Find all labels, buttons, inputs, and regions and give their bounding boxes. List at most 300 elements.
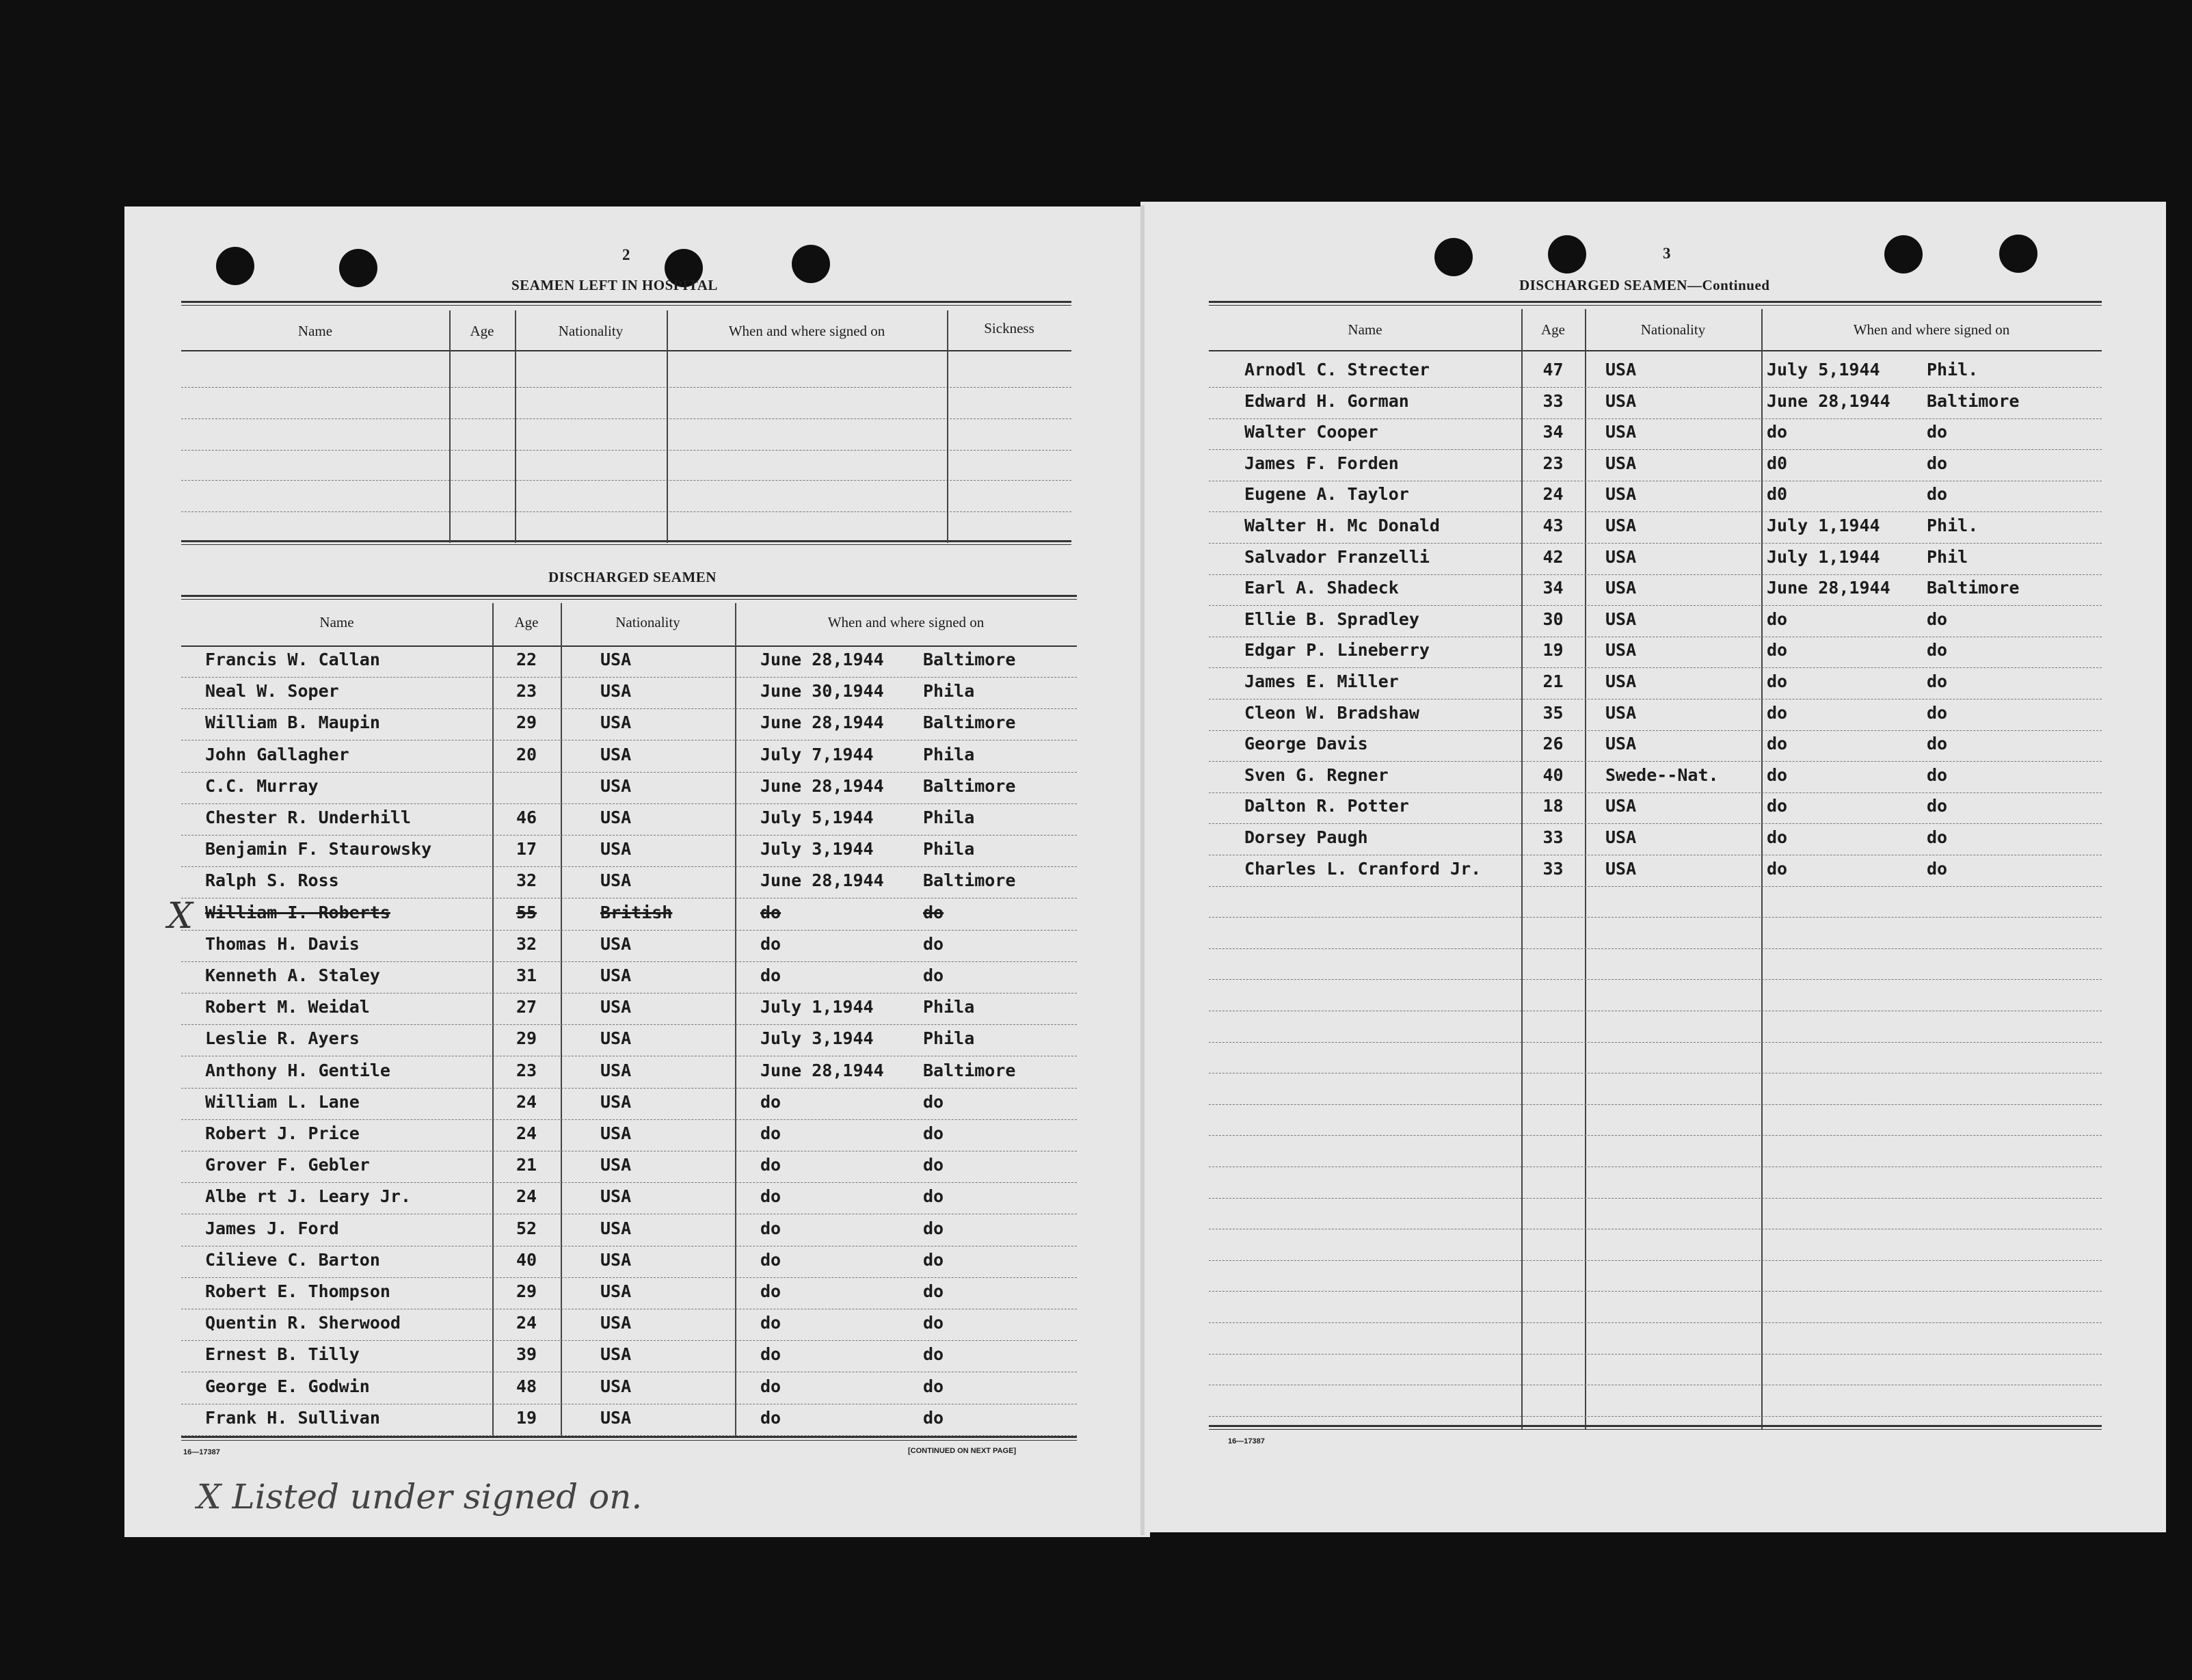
seaman-age: 21 — [1542, 671, 1564, 691]
signed-on-date: d0 — [1767, 453, 1788, 473]
col-header-signed-on: When and where signed on — [728, 323, 885, 339]
seaman-name: James E. Miller — [1244, 671, 1399, 691]
row-line — [1209, 449, 2102, 450]
seaman-name: Robert M. Weidal — [205, 997, 370, 1017]
signed-on-date: do — [760, 1344, 781, 1364]
seaman-nationality: USA — [1605, 547, 1637, 567]
signed-on-place: do — [923, 965, 944, 985]
rule — [181, 595, 1077, 600]
rule — [181, 540, 1071, 545]
signed-on-place: do — [923, 1123, 944, 1143]
signed-on-place: do — [923, 1250, 944, 1270]
row-line — [1209, 823, 2102, 824]
signed-on-date: July 3,1944 — [760, 839, 874, 859]
rule — [181, 645, 1077, 647]
handwritten-note: X Listed under signed on. — [197, 1477, 643, 1517]
seaman-age: 31 — [516, 965, 537, 985]
signed-on-place: do — [1927, 484, 1948, 504]
seaman-nationality: Swede--Nat. — [1605, 765, 1719, 785]
seaman-nationality: USA — [600, 1250, 632, 1270]
signed-on-date: do — [760, 965, 781, 985]
seaman-nationality: USA — [600, 1376, 632, 1396]
seaman-age: 29 — [516, 712, 537, 732]
row-line — [181, 708, 1077, 709]
signed-on-date: July 5,1944 — [1767, 360, 1880, 379]
seaman-name: Edgar P. Lineberry — [1244, 640, 1430, 660]
signed-on-date: June 28,1944 — [760, 870, 884, 890]
signed-on-place: Phil — [1927, 547, 1968, 567]
seaman-nationality: British — [600, 903, 673, 922]
signed-on-place: Baltimore — [923, 870, 1016, 890]
signed-on-place: do — [923, 903, 944, 922]
row-line — [1209, 1291, 2102, 1292]
seaman-nationality: USA — [600, 965, 632, 985]
seaman-age: 40 — [1542, 765, 1564, 785]
signed-on-place: Baltimore — [923, 1061, 1016, 1080]
seaman-name: Albe rt J. Leary Jr. — [205, 1186, 412, 1206]
signed-on-date: June 28,1944 — [760, 1061, 884, 1080]
seaman-age: 33 — [1542, 391, 1564, 411]
seaman-age: 19 — [1542, 640, 1564, 660]
seaman-nationality: USA — [600, 1028, 632, 1048]
signed-on-place: Phil. — [1927, 360, 1979, 379]
signed-on-place: do — [1927, 796, 1948, 816]
signed-on-place: do — [923, 934, 944, 954]
signed-on-date: do — [760, 903, 781, 922]
seaman-nationality: USA — [600, 1281, 632, 1301]
page-number: 2 — [622, 246, 630, 263]
signed-on-place: do — [923, 1313, 944, 1333]
binder-hole — [1884, 235, 1923, 274]
seaman-nationality: USA — [1605, 703, 1637, 723]
seaman-nationality: USA — [600, 1186, 632, 1206]
row-line — [181, 803, 1077, 804]
row-line — [181, 677, 1077, 678]
seaman-nationality: USA — [1605, 640, 1637, 660]
col-header-nationality: Nationality — [615, 614, 680, 630]
seaman-name: Dalton R. Potter — [1244, 796, 1409, 816]
row-line — [1209, 1198, 2102, 1199]
seaman-age: 23 — [516, 681, 537, 701]
seaman-age: 24 — [516, 1186, 537, 1206]
col-header-signed-on: When and where signed on — [1853, 321, 2010, 338]
binder-hole — [1548, 235, 1586, 274]
signed-on-place: do — [1927, 703, 1948, 723]
seaman-name: Walter Cooper — [1244, 422, 1378, 442]
discharged-section-title: DISCHARGED SEAMEN — [548, 569, 717, 585]
seaman-name: Neal W. Soper — [205, 681, 339, 701]
col-header-name: Name — [297, 323, 333, 339]
signed-on-place: do — [1927, 827, 1948, 847]
row-line — [181, 1277, 1077, 1278]
seaman-age: 24 — [516, 1313, 537, 1333]
row-line — [1209, 761, 2102, 762]
seaman-nationality: USA — [600, 681, 632, 701]
signed-on-place: Phila — [923, 839, 975, 859]
seaman-name: Salvador Franzelli — [1244, 547, 1430, 567]
seaman-age: 17 — [516, 839, 537, 859]
row-line — [181, 740, 1077, 741]
row-line — [181, 961, 1077, 962]
rule — [181, 301, 1071, 306]
col-header-age: Age — [470, 323, 494, 339]
seaman-name: Robert E. Thompson — [205, 1281, 390, 1301]
seaman-name: George Davis — [1244, 734, 1368, 754]
row-line — [1209, 979, 2102, 980]
signed-on-date: d0 — [1767, 484, 1788, 504]
seaman-nationality: USA — [600, 839, 632, 859]
seaman-name: C.C. Murray — [205, 776, 319, 796]
seaman-nationality: USA — [600, 1408, 632, 1428]
signed-on-date: do — [1767, 609, 1788, 629]
signed-on-date: do — [760, 1186, 781, 1206]
seaman-name: William I. Roberts — [205, 903, 390, 922]
rule — [181, 1436, 1077, 1441]
seaman-nationality: USA — [1605, 859, 1637, 879]
row-line — [1209, 1354, 2102, 1355]
seaman-name: Kenneth A. Staley — [205, 965, 380, 985]
col-divider — [449, 310, 451, 543]
row-line — [181, 480, 1071, 481]
seaman-name: Robert J. Price — [205, 1123, 360, 1143]
seaman-nationality: USA — [600, 1123, 632, 1143]
seaman-name: William B. Maupin — [205, 712, 380, 732]
seaman-age: 22 — [516, 650, 537, 669]
seaman-nationality: USA — [1605, 453, 1637, 473]
seaman-name: Thomas H. Davis — [205, 934, 360, 954]
seaman-nationality: USA — [600, 1313, 632, 1333]
row-line — [181, 1088, 1077, 1089]
seaman-name: Frank H. Sullivan — [205, 1408, 380, 1428]
signed-on-date: June 28,1944 — [760, 712, 884, 732]
seaman-age: 48 — [516, 1376, 537, 1396]
col-header-age: Age — [1541, 321, 1565, 338]
seaman-age: 29 — [516, 1281, 537, 1301]
col-divider — [515, 310, 516, 543]
rule — [1209, 1425, 2102, 1430]
seaman-name: Chester R. Underhill — [205, 808, 412, 827]
signed-on-date: June 28,1944 — [1767, 391, 1890, 411]
handwritten-x-mark: X — [168, 896, 193, 937]
seaman-age: 55 — [516, 903, 537, 922]
signed-on-date: do — [760, 1281, 781, 1301]
seaman-name: Francis W. Callan — [205, 650, 380, 669]
signed-on-date: do — [1767, 765, 1788, 785]
col-header-name: Name — [1348, 321, 1382, 338]
seaman-age: 23 — [1542, 453, 1564, 473]
seaman-name: Walter H. Mc Donald — [1244, 516, 1440, 535]
col-header-name: Name — [319, 614, 354, 630]
seaman-age: 47 — [1542, 360, 1564, 379]
seaman-name: Anthony H. Gentile — [205, 1061, 390, 1080]
row-line — [1209, 574, 2102, 575]
signed-on-place: Baltimore — [923, 650, 1016, 669]
signed-on-place: Phil. — [1927, 516, 1979, 535]
signed-on-date: do — [1767, 671, 1788, 691]
row-line — [1209, 1322, 2102, 1323]
signed-on-date: do — [1767, 734, 1788, 754]
seaman-nationality: USA — [1605, 516, 1637, 535]
signed-on-date: do — [760, 1313, 781, 1333]
row-line — [1209, 730, 2102, 731]
seaman-nationality: USA — [600, 745, 632, 764]
signed-on-date: June 30,1944 — [760, 681, 884, 701]
signed-on-place: do — [923, 1376, 944, 1396]
signed-on-date: June 28,1944 — [760, 650, 884, 669]
seaman-name: James F. Forden — [1244, 453, 1399, 473]
seaman-age: 33 — [1542, 827, 1564, 847]
signed-on-date: do — [760, 934, 781, 954]
row-line — [1209, 667, 2102, 668]
seaman-nationality: USA — [1605, 360, 1637, 379]
row-line — [181, 1340, 1077, 1341]
seaman-age: 24 — [516, 1123, 537, 1143]
seaman-age: 35 — [1542, 703, 1564, 723]
row-line — [1209, 1416, 2102, 1417]
seaman-name: Ernest B. Tilly — [205, 1344, 360, 1364]
seaman-name: Ellie B. Spradley — [1244, 609, 1419, 629]
seaman-nationality: USA — [600, 650, 632, 669]
seaman-age: 32 — [516, 870, 537, 890]
page-number: 3 — [1663, 245, 1671, 262]
seaman-age: 34 — [1542, 578, 1564, 598]
seaman-nationality: USA — [1605, 484, 1637, 504]
col-divider — [561, 603, 562, 1437]
seaman-age: 52 — [516, 1218, 537, 1238]
seaman-nationality: USA — [600, 1092, 632, 1112]
signed-on-place: do — [923, 1344, 944, 1364]
row-line — [1209, 1073, 2102, 1074]
seaman-age: 18 — [1542, 796, 1564, 816]
signed-on-place: Phila — [923, 997, 975, 1017]
col-divider — [1585, 309, 1586, 1429]
seaman-name: Cleon W. Bradshaw — [1244, 703, 1419, 723]
signed-on-place: do — [1927, 609, 1948, 629]
seaman-name: Eugene A. Taylor — [1244, 484, 1409, 504]
seaman-age: 46 — [516, 808, 537, 827]
seaman-name: Edward H. Gorman — [1244, 391, 1409, 411]
col-divider — [667, 310, 668, 543]
seaman-name: George E. Godwin — [205, 1376, 370, 1396]
signed-on-place: Baltimore — [923, 776, 1016, 796]
signed-on-place: do — [923, 1155, 944, 1175]
seaman-nationality: USA — [1605, 609, 1637, 629]
seaman-nationality: USA — [600, 1061, 632, 1080]
seaman-age: 33 — [1542, 859, 1564, 879]
signed-on-place: do — [923, 1186, 944, 1206]
seaman-name: Grover F. Gebler — [205, 1155, 370, 1175]
signed-on-date: do — [1767, 422, 1788, 442]
signed-on-date: do — [760, 1092, 781, 1112]
seaman-age: 21 — [516, 1155, 537, 1175]
seaman-nationality: USA — [600, 934, 632, 954]
form-number: 16—17387 — [1228, 1437, 1265, 1445]
signed-on-date: do — [1767, 859, 1788, 879]
signed-on-place: do — [1927, 422, 1948, 442]
binder-hole — [216, 247, 254, 285]
row-line — [1209, 387, 2102, 388]
seaman-nationality: USA — [1605, 422, 1637, 442]
col-header-sickness: Sickness — [984, 320, 1034, 336]
signed-on-place: Phila — [923, 681, 975, 701]
signed-on-date: do — [760, 1250, 781, 1270]
seaman-name: Quentin R. Sherwood — [205, 1313, 401, 1333]
signed-on-date: do — [1767, 640, 1788, 660]
seaman-name: Sven G. Regner — [1244, 765, 1389, 785]
seaman-nationality: USA — [600, 1344, 632, 1364]
seaman-age: 24 — [516, 1092, 537, 1112]
seaman-nationality: USA — [600, 870, 632, 890]
seaman-name: James J. Ford — [205, 1218, 339, 1238]
row-line — [1209, 886, 2102, 887]
col-divider — [735, 603, 736, 1437]
signed-on-date: do — [1767, 703, 1788, 723]
seaman-name: Leslie R. Ayers — [205, 1028, 360, 1048]
page-fold — [1140, 205, 1145, 1535]
row-line — [181, 450, 1071, 451]
seaman-nationality: USA — [600, 776, 632, 796]
seaman-age: 42 — [1542, 547, 1564, 567]
seaman-name: Dorsey Paugh — [1244, 827, 1368, 847]
row-line — [181, 1119, 1077, 1120]
col-divider — [1761, 309, 1763, 1429]
signed-on-date: do — [760, 1408, 781, 1428]
signed-on-date: July 3,1944 — [760, 1028, 874, 1048]
row-line — [181, 835, 1077, 836]
signed-on-date: do — [760, 1218, 781, 1238]
rule — [181, 350, 1071, 351]
col-header-signed-on: When and where signed on — [827, 614, 985, 630]
seaman-age: 39 — [516, 1344, 537, 1364]
row-line — [1209, 418, 2102, 419]
seaman-age: 19 — [516, 1408, 537, 1428]
signed-on-date: July 5,1944 — [760, 808, 874, 827]
signed-on-date: July 1,1944 — [1767, 547, 1880, 567]
signed-on-place: do — [1927, 671, 1948, 691]
row-line — [181, 387, 1071, 388]
seaman-nationality: USA — [1605, 578, 1637, 598]
signed-on-place: Baltimore — [1927, 578, 2020, 598]
seaman-name: Benjamin F. Staurowsky — [205, 839, 432, 859]
row-line — [1209, 792, 2102, 793]
form-number: 16—17387 — [183, 1448, 220, 1456]
row-line — [1209, 605, 2102, 606]
row-line — [181, 930, 1077, 931]
row-line — [1209, 1135, 2102, 1136]
row-line — [181, 1024, 1077, 1025]
rule — [1209, 350, 2102, 351]
rule — [1209, 301, 2102, 306]
row-line — [1209, 1104, 2102, 1105]
binder-hole — [1999, 235, 2037, 273]
row-line — [181, 772, 1077, 773]
signed-on-date: do — [1767, 796, 1788, 816]
seaman-age: 34 — [1542, 422, 1564, 442]
seaman-age: 43 — [1542, 516, 1564, 535]
row-line — [181, 866, 1077, 867]
seaman-nationality: USA — [600, 1218, 632, 1238]
row-line — [181, 418, 1071, 419]
seaman-age: 26 — [1542, 734, 1564, 754]
seaman-nationality: USA — [1605, 734, 1637, 754]
seaman-age: 32 — [516, 934, 537, 954]
row-line — [1209, 1042, 2102, 1043]
seaman-age: 20 — [516, 745, 537, 764]
seaman-name: William L. Lane — [205, 1092, 360, 1112]
discharged-continued-title: DISCHARGED SEAMEN—Continued — [1519, 277, 1770, 293]
signed-on-place: do — [923, 1092, 944, 1112]
seaman-nationality: USA — [600, 1155, 632, 1175]
seaman-name: Arnodl C. Strecter — [1244, 360, 1430, 379]
binder-hole — [792, 245, 830, 283]
signed-on-date: do — [760, 1123, 781, 1143]
col-header-nationality: Nationality — [558, 323, 624, 339]
signed-on-place: do — [1927, 859, 1948, 879]
row-line — [181, 993, 1077, 994]
seaman-age: 27 — [516, 997, 537, 1017]
row-line — [1209, 543, 2102, 544]
signed-on-place: do — [1927, 765, 1948, 785]
col-divider — [947, 310, 948, 543]
signed-on-place: do — [923, 1218, 944, 1238]
signed-on-place: Baltimore — [923, 712, 1016, 732]
continued-note: [CONTINUED ON NEXT PAGE] — [908, 1447, 1017, 1455]
binder-hole — [1434, 238, 1473, 276]
signed-on-place: Phila — [923, 745, 975, 764]
binder-hole — [339, 249, 377, 287]
row-line — [1209, 511, 2102, 512]
signed-on-date: do — [760, 1155, 781, 1175]
signed-on-date: July 1,1944 — [760, 997, 874, 1017]
signed-on-place: do — [923, 1281, 944, 1301]
row-line — [1209, 1260, 2102, 1261]
seaman-name: Earl A. Shadeck — [1244, 578, 1399, 598]
seaman-age: 23 — [516, 1061, 537, 1080]
signed-on-place: Phila — [923, 1028, 975, 1048]
signed-on-place: Baltimore — [1927, 391, 2020, 411]
row-line — [181, 511, 1071, 512]
signed-on-place: do — [1927, 453, 1948, 473]
seaman-nationality: USA — [1605, 391, 1637, 411]
seaman-name: Charles L. Cranford Jr. — [1244, 859, 1482, 879]
row-line — [1209, 1166, 2102, 1167]
seaman-name: John Gallagher — [205, 745, 349, 764]
col-header-age: Age — [514, 614, 539, 630]
hospital-section-title: SEAMEN LEFT IN HOSPITAL — [511, 277, 718, 293]
seaman-age: 30 — [1542, 609, 1564, 629]
signed-on-place: Phila — [923, 808, 975, 827]
row-line — [181, 1182, 1077, 1183]
seaman-age: 40 — [516, 1250, 537, 1270]
seaman-nationality: USA — [600, 997, 632, 1017]
signed-on-place: do — [1927, 640, 1948, 660]
signed-on-date: June 28,1944 — [1767, 578, 1890, 598]
signed-on-place: do — [1927, 734, 1948, 754]
row-line — [1209, 948, 2102, 949]
signed-on-date: do — [1767, 827, 1788, 847]
seaman-name: Ralph S. Ross — [205, 870, 339, 890]
seaman-age: 24 — [1542, 484, 1564, 504]
signed-on-date: do — [760, 1376, 781, 1396]
signed-on-date: July 1,1944 — [1767, 516, 1880, 535]
seaman-nationality: USA — [1605, 671, 1637, 691]
seaman-name: Cilieve C. Barton — [205, 1250, 380, 1270]
col-header-nationality: Nationality — [1640, 321, 1706, 338]
seaman-nationality: USA — [600, 808, 632, 827]
signed-on-date: July 7,1944 — [760, 745, 874, 764]
signed-on-place: do — [923, 1408, 944, 1428]
signed-on-date: June 28,1944 — [760, 776, 884, 796]
